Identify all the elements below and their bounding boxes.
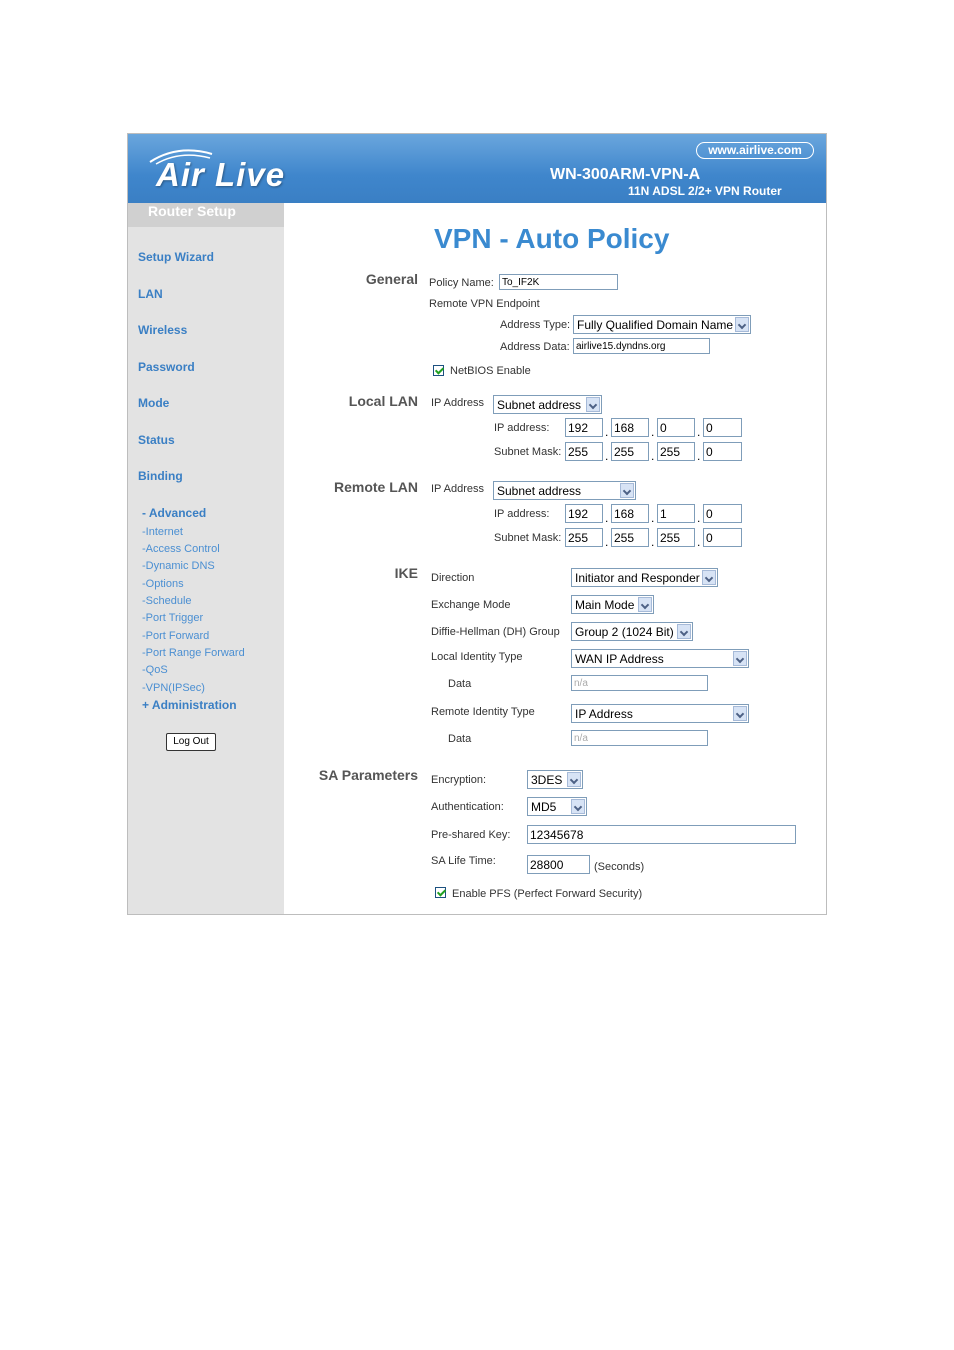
logout-button[interactable]: Log Out [166, 733, 216, 751]
address-data-input[interactable]: airlive15.dyndns.org [573, 338, 710, 354]
address-type-label: Address Type: [500, 319, 571, 331]
local-mask-octet-4[interactable]: 0 [703, 442, 742, 461]
netbios-label: NetBIOS Enable [450, 365, 531, 377]
header-banner [128, 134, 826, 203]
local-mask-octet-2[interactable]: 255 [611, 442, 649, 461]
ip-dot: . [605, 535, 609, 549]
authentication-select[interactable] [527, 797, 587, 816]
direction-select[interactable] [571, 568, 718, 587]
model-name: WN-300ARM-VPN-A [550, 166, 701, 183]
remote-ip-type-select[interactable] [493, 481, 636, 500]
sidebar-subitem-options[interactable]: -Options [142, 578, 184, 590]
remote-identity-label: Remote Identity Type [431, 706, 535, 718]
netbios-checkbox[interactable] [433, 365, 444, 376]
encryption-value: 3DES [531, 773, 563, 787]
local-ip-address-label: IP Address [431, 397, 484, 409]
local-ip-label: IP address: [494, 422, 550, 434]
chevron-down-icon[interactable] [702, 570, 716, 585]
direction-value: Initiator and Responder [575, 571, 700, 585]
sidebar-item-mode[interactable]: Mode [138, 396, 170, 410]
remote-ip-octet-2[interactable]: 168 [611, 504, 649, 523]
remote-endpoint-label: Remote VPN Endpoint [429, 298, 540, 310]
authentication-value: MD5 [531, 800, 557, 814]
remote-identity-value: IP Address [575, 707, 633, 721]
ip-dot: . [697, 425, 701, 439]
section-remote-lan: Remote LAN [333, 479, 418, 495]
remote-ip-octet-3[interactable]: 1 [657, 504, 695, 523]
chevron-down-icon[interactable] [571, 799, 585, 814]
pfs-label: Enable PFS (Perfect Forward Security) [452, 888, 643, 900]
ip-dot: . [697, 511, 701, 525]
chevron-down-icon[interactable] [677, 624, 691, 639]
policy-name-input[interactable]: To_IF2K [499, 274, 618, 290]
address-data-label: Address Data: [500, 341, 570, 353]
local-ip-type-select[interactable] [493, 395, 602, 414]
website-url: www.airlive.com [696, 142, 814, 159]
ip-dot: . [651, 449, 655, 463]
sidebar-item-setup-wizard[interactable]: Setup Wizard [138, 250, 214, 264]
remote-mask-octet-1[interactable]: 255 [565, 528, 603, 547]
sa-life-input[interactable]: 28800 [527, 855, 590, 874]
sidebar-item-advanced[interactable]: - Advanced [142, 506, 207, 520]
local-identity-select[interactable] [571, 649, 749, 668]
sa-life-label: SA Life Time: [431, 855, 496, 867]
local-identity-value: WAN IP Address [575, 652, 664, 666]
ip-dot: . [697, 449, 701, 463]
sidebar-title: Router Setup [128, 203, 284, 227]
dh-group-select[interactable] [571, 622, 693, 641]
local-mask-octet-1[interactable]: 255 [565, 442, 603, 461]
dh-group-label: Diffie-Hellman (DH) Group [431, 626, 560, 638]
exchange-mode-value: Main Mode [575, 598, 635, 612]
ip-dot: . [651, 511, 655, 525]
local-ip-octet-2[interactable]: 168 [611, 418, 649, 437]
address-type-select[interactable] [573, 315, 751, 334]
local-ip-octet-3[interactable]: 0 [657, 418, 695, 437]
airlive-logo: Air Live [156, 156, 286, 193]
section-ike: IKE [394, 565, 418, 581]
sidebar-subitem-internet[interactable]: -Internet [142, 526, 183, 538]
local-ip-octet-4[interactable]: 0 [703, 418, 742, 437]
local-ip-octet-1[interactable]: 192 [565, 418, 603, 437]
ip-dot: . [605, 449, 609, 463]
sidebar-subitem-port-trigger[interactable]: -Port Trigger [142, 612, 204, 624]
remote-identity-select[interactable] [571, 704, 749, 723]
remote-mask-octet-4[interactable]: 0 [703, 528, 742, 547]
ip-dot: . [605, 511, 609, 525]
sidebar-subitem-vpn-ipsec[interactable]: -VPN(IPSec) [142, 682, 205, 694]
local-mask-label: Subnet Mask: [494, 446, 562, 458]
remote-ip-label: IP address: [494, 508, 550, 520]
remote-data-input[interactable]: n/a [571, 730, 708, 746]
remote-data-label: Data [448, 733, 472, 745]
ip-dot: . [697, 535, 701, 549]
policy-name-label: Policy Name: [429, 277, 494, 289]
ip-dot: . [651, 425, 655, 439]
local-data-label: Data [448, 678, 472, 690]
sidebar-item-lan[interactable]: LAN [138, 287, 163, 301]
sidebar-subitem-qos[interactable]: -QoS [142, 664, 168, 676]
main-content [284, 203, 826, 914]
remote-mask-octet-3[interactable]: 255 [657, 528, 695, 547]
sa-life-unit: (Seconds) [594, 861, 645, 873]
remote-ip-octet-1[interactable]: 192 [565, 504, 603, 523]
ip-dot: . [651, 535, 655, 549]
ip-dot: . [605, 425, 609, 439]
local-mask-octet-3[interactable]: 255 [657, 442, 695, 461]
chevron-down-icon[interactable] [620, 483, 634, 498]
exchange-mode-label: Exchange Mode [431, 599, 511, 611]
chevron-down-icon[interactable] [567, 772, 581, 787]
model-subtitle: 11N ADSL 2/2+ VPN Router [628, 184, 782, 198]
remote-ip-type-value: Subnet address [497, 484, 582, 498]
remote-mask-octet-2[interactable]: 255 [611, 528, 649, 547]
page-title: VPN - Auto Policy [434, 223, 670, 254]
remote-ip-octet-4[interactable]: 0 [703, 504, 742, 523]
local-identity-label: Local Identity Type [431, 651, 523, 663]
section-local-lan: Local LAN [348, 393, 418, 409]
sidebar-subitem-schedule[interactable]: -Schedule [142, 595, 192, 607]
section-general: General [365, 271, 418, 287]
sidebar-item-binding[interactable]: Binding [138, 469, 183, 483]
remote-mask-label: Subnet Mask: [494, 532, 562, 544]
sidebar-item-status[interactable]: Status [138, 433, 175, 447]
dh-group-value: Group 2 (1024 Bit) [575, 625, 674, 639]
sidebar-subitem-dynamic-dns[interactable]: -Dynamic DNS [142, 560, 215, 572]
router-page-frame [127, 133, 827, 915]
pfs-checkbox[interactable] [435, 887, 446, 898]
sidebar [128, 203, 284, 914]
sidebar-subitem-port-forward[interactable]: -Port Forward [142, 630, 210, 642]
sidebar-subitem-access-control[interactable]: -Access Control [142, 543, 220, 555]
remote-ip-address-label: IP Address [431, 483, 484, 495]
exchange-mode-select[interactable] [571, 595, 654, 614]
sidebar-item-administration[interactable]: + Administration [142, 698, 237, 712]
chevron-down-icon[interactable] [733, 651, 747, 666]
authentication-label: Authentication: [431, 801, 504, 813]
direction-label: Direction [431, 572, 475, 584]
sidebar-subitem-port-range-forward[interactable]: -Port Range Forward [142, 647, 245, 659]
local-ip-type-value: Subnet address [497, 398, 582, 412]
sidebar-item-wireless[interactable]: Wireless [138, 323, 188, 337]
local-data-input[interactable]: n/a [571, 675, 708, 691]
chevron-down-icon[interactable] [586, 397, 600, 412]
psk-label: Pre-shared Key: [431, 829, 511, 841]
psk-input[interactable]: 12345678 [527, 825, 796, 844]
sidebar-item-password[interactable]: Password [138, 360, 195, 374]
address-type-value: Fully Qualified Domain Name [577, 318, 734, 332]
section-sa-parameters: SA Parameters [318, 767, 418, 783]
chevron-down-icon[interactable] [638, 597, 652, 612]
encryption-label: Encryption: [431, 774, 487, 786]
encryption-select[interactable] [527, 770, 583, 789]
chevron-down-icon[interactable] [733, 706, 747, 721]
chevron-down-icon[interactable] [735, 317, 749, 332]
